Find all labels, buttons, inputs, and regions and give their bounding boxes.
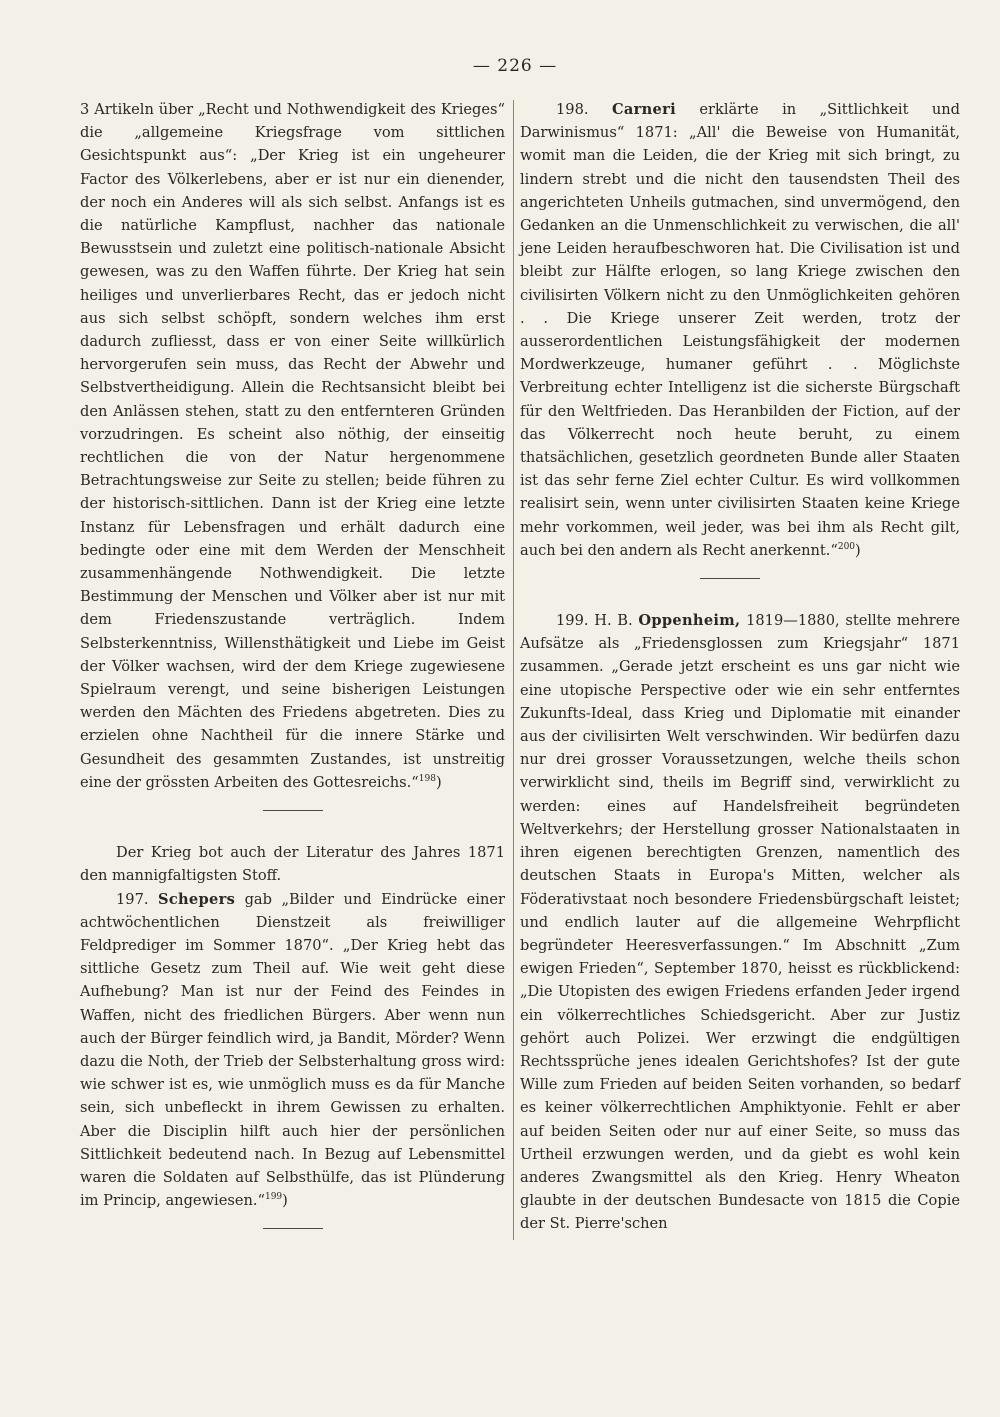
right-column: [520, 98, 960, 1236]
left-column: [80, 98, 505, 1259]
paragraph-text: erklärte in „Sittlichkeit und Darwinismus“ 1871: „All' die Beweise von Humanität, womit man die Leiden, die der Krieg mit sich bringt, zu lindern strebt und die nicht den tausendsten Theil des angerichteten Unheils gutmachen, sind unvermögend, den Gedanken an die Unmenschlichkeit zu verwischen, die all' jene Leiden heraufbeschworen hat. Die Civilisation ist und bleibt zur Hälfte erlogen, so lang Kriege zwischen den civilisirten Völkern nicht zu den Unmöglichkeiten gehören . . Die Kriege unserer Zeit werden, trotz der ausserordentlichen Leistungsfähigkeit der modernen Mordwerkzeuge, humaner geführt . . Möglichste Verbreitung echter Intelligenz ist die sicherste Bürgschaft für den Weltfrieden. Das Heranbilden der Fiction, auf der das Völkerrecht noch heute beruht, zu einem thatsächlichen, gesetzlich geordneten Bunde aller Staaten ist das sehr ferne Ziel echter Cultur. Es wird vollkommen realisirt sein, wenn unter civilisirten Staaten keine Kriege mehr vorkommen, weil jeder, was bei ihm als Recht gilt, auch bei den andern als Recht anerkennt.“: [520, 101, 961, 559]
paragraph-left-3: 197. Schepers gab „Bilder und Eindrücke einer achtwöchentlichen Dienstzeit als freiwilliger Feldprediger im Sommer 1870“. „Der Krieg hebt das sittliche Gesetz zum Theil auf. Wie weit geht diese Aufhebung? Man ist nur der Feind des Feindes in Waffen, nicht des friedlichen Bürgers. Aber wenn nun auch der Bürger feindlich wird, ja Bandit, Mörder? Wenn dazu die Noth, der Trieb der Selbsterhaltung gross wird: wie schwer ist es, wie unmöglich muss es da für Manche sein, sich unbefleckt in ihrem Gewissen zu erhalten. Aber die Disciplin hilft auch hier der persönlichen Sittlichkeit bedeutend nach. In Bezug auf Lebensmittel waren die Soldaten auf Selbsthülfe, das ist Plünderung im Princip, angewiesen.“$^{199}$): [80, 890, 506, 1210]
paragraph-left-2: Der Krieg bot auch der Literatur des Jahres 1871 den mannigfaltigsten Stoff.: [80, 844, 505, 885]
page-number: — 226 —: [472, 56, 558, 76]
footnote-ref: 198: [418, 774, 436, 785]
entry-number: 199. H. B.: [556, 612, 633, 630]
paragraph-right-1: 198. Carneri erklärte in „Sittlichkeit und Darwinismus“ 1871: „All' die Beweise von Humanität, womit man die Leiden, die der Krieg mit sich bringt, zu lindern strebt und die nicht den tausendsten Theil des angerichteten Unheils gutmachen, sind unvermögend, den Gedanken an die Unmenschlichkeit zu verwischen, die all' jene Leiden heraufbeschworen hat. Die Civilisation ist und bleibt zur Hälfte erlogen, so lang Kriege zwischen den civilisirten Völkern nicht zu den Unmöglichkeiten gehören . . Die Kriege unserer Zeit werden, trotz der ausserordentlichen Leistungsfähigkeit der modernen Mordwerkzeuge, humaner geführt . . Möglichste Verbreitung echter Intelligenz ist die sicherste Bürgschaft für den Weltfrieden. Das Heranbilden der Fiction, auf der das Völkerrecht noch heute beruht, zu einem thatsächlichen, gesetzlich geordneten Bunde aller Staaten ist das sehr ferne Ziel echter Cultur. Es wird vollkommen realisirt sein, wenn unter civilisirten Staaten keine Kriege mehr vorkommen, weil jeder, was bei ihm als Recht gilt, auch bei den andern als Recht anerkennt.“$^{200}$): [520, 101, 961, 559]
section-separator: [263, 1228, 323, 1229]
paragraph-text: gab „Bilder und Eindrücke einer achtwöchentlichen Dienstzeit als freiwilliger Feldprediger im Sommer 1870“. „Der Krieg hebt das sittliche Gesetz zum Theil auf. Wie weit geht diese Aufhebung? Man ist nur der Feind des Feindes in Waffen, nicht des friedlichen Bürgers. Aber wenn nun auch der Bürger feindlich wird, ja Bandit, Mörder? Wenn dazu die Noth, der Trieb der Selbsterhaltung gross wird: wie schwer ist es, wie unmöglich muss es da für Manche sein, sich unbefleckt in ihrem Gewissen zu erhalten. Aber die Disciplin hilft auch hier der persönlichen Sittlichkeit bedeutend nach. In Bezug auf Lebensmittel waren die Soldaten auf Selbsthülfe, das ist Plünderung im Princip, angewiesen.“: [80, 890, 506, 1210]
author-name: Schepers: [157, 890, 236, 908]
author-name: Carneri: [611, 101, 676, 118]
entry-number: 198.: [556, 101, 589, 118]
author-name: Oppenheim,: [638, 612, 741, 630]
paragraph-left-1: 3 Artikeln über „Recht und Nothwendigkeit des Krieges“ die „allgemeine Kriegsfrage vom sittlichen Gesichtspunkt aus“: „Der Krieg ist ein ungeheurer Factor des Völkerlebens, aber er ist nur ein dienender, der noch ein Anderes will als sich selbst. Anfangs ist es die natürliche Kampflust, nachher das nationale Bewusstsein und zuletzt eine politisch-nationale Absicht gewesen, was zu den Waffen führte. Der Krieg hat sein heiliges und unverlierbares Recht, das er jedoch nicht aus sich selbst schöpft, sondern welches ihm erst dadurch zufliesst, dass er von einer Seite willkürlich hervorgerufen sein muss, das Recht der Abwehr und Selbstvertheidigung. Allein die Rechtsansicht bleibt bei den Anlässen stehen, statt zu den entfernteren Gründen vorzudringen. Es scheint also nöthig, der einseitig rechtlichen die von der Natur hergenommene Betrachtungsweise zur Seite zu stellen; beide führen zu der historisch-sittlichen. Dann ist der Krieg eine letzte Instanz für Lebensfragen und erhält dadurch eine bedingte oder eine mit dem Werden der Menschheit zusammenhängende Nothwendigkeit. Die letzte Bestimmung der Menschen und Völker aber ist nur mit dem Friedenszustande verträglich. Indem Selbsterkenntniss, Willensthätigkeit und Liebe im Geist der Völker wachsen, wird der dem Kriege zugewiesene Spielraum verengt, und seine bisherigen Leistungen werden den Mächten des Friedens abgetreten. Dies zu erzielen ohne Nachtheil für die innere Stärke und Gesundheit des gesammten Zustandes, ist unstreitig eine der grössten Arbeiten des Gottesreichs.“$^{198}$): [80, 101, 505, 791]
paragraph-right-2: [520, 609, 960, 1235]
section-separator: [700, 578, 760, 579]
paragraph-text: 1819—1880, stellte mehrere Aufsätze als „Friedensglossen zum Kriegsjahr“ 1871 zusammen. „Gerade jetzt erscheint es uns gar nicht wie eine utopische Perspective oder wie ein sehr entferntes Zukunfts-Ideal, dass Krieg und Diplomatie mit einander aus der civilisirten Welt verschwinden. Wir bedürfen dazu nur drei grosser Voraussetzungen, welche theils schon verwirklicht sind, theils im Begriff sind, verwirklicht zu werden: eines auf Handelsfreiheit begründeten Weltverkehrs; der Herstellung grosser Nationalstaaten in ihren eigenen berechtigten Grenzen, namentlich des deutschen Staats in Europa's Mitten, welcher als Föderativstaat noch besondere Friedensbürgschaft leistet; und endlich lauter auf die allgemeine Wehrpflicht begründeter Heeresverfassungen.“ Im Abschnitt „Zum ewigen Frieden“, September 1870, heisst es rückblickend: „Die Utopisten des ewigen Friedens erfanden Jeder irgend ein völkerrechtliches Schiedsgericht. Aber zur Justiz gehört auch Polizei. Wer erzwingt die endgültigen Rechtssprüche jenes idealen Gerichtshofes? Ist der gute Wille zum Frieden auf beiden Seiten vorhanden, so bedarf es keiner völkerrechtlichen Amphiktyonie. Fehlt er aber auf beiden Seiten oder nur auf einer Seite, so muss das Urtheil erzwungen werden, und da giebt es wohl kein anderes Zwangsmittel als den Krieg. Henry Wheaton glaubte in der deutschen Bundesacte von 1815 die Copie der St. Pierre'schen: [520, 612, 960, 1233]
paragraph-text: 3 Artikeln über „Recht und Nothwendigkeit des Krieges“ die „allgemeine Kriegsfrage vom sittlichen Gesichtspunkt aus“: „Der Krieg ist ein ungeheurer Factor des Völkerlebens, aber er ist nur ein dienender, der noch ein Anderes will als sich selbst. Anfangs ist es die natürliche Kampflust, nachher das nationale Bewusstsein und zuletzt eine politisch-nationale Absicht gewesen, was zu den Waffen führte. Der Krieg hat sein heiliges und unverlierbares Recht, das er jedoch nicht aus sich selbst schöpft, sondern welches ihm erst dadurch zufliesst, dass er von einer Seite willkürlich hervorgerufen sein muss, das Recht der Abwehr und Selbstvertheidigung. Allein die Rechtsansicht bleibt bei den Anlässen stehen, statt zu den entfernteren Gründen vorzudringen. Es scheint also nöthig, der einseitig rechtlichen die von der Natur hergenommene Betrachtungsweise zur Seite zu stellen; beide führen zu der historisch-sittlichen. Dann ist der Krieg eine letzte Instanz für Lebensfragen und erhält dadurch eine bedingte oder eine mit dem Werden der Menschheit zusammenhängende Nothwendigkeit. Die letzte Bestimmung der Menschen und Völker aber ist nur mit dem Friedenszustande verträglich. Indem Selbsterkenntniss, Willensthätigkeit und Liebe im Geist der Völker wachsen, wird der dem Kriege zugewiesene Spielraum verengt, und seine bisherigen Leistungen werden den Mächten des Friedens abgetreten. Dies zu erzielen ohne Nachtheil für die innere Stärke und Gesundheit des gesammten Zustandes, ist unstreitig eine der grössten Arbeiten des Gottesreichs.“: [80, 101, 505, 791]
column-divider: [513, 100, 514, 1240]
footnote-ref: 199: [264, 1192, 283, 1203]
footnote-ref: 200: [837, 542, 856, 552]
section-separator: [263, 810, 323, 811]
entry-number: 197.: [116, 890, 149, 908]
